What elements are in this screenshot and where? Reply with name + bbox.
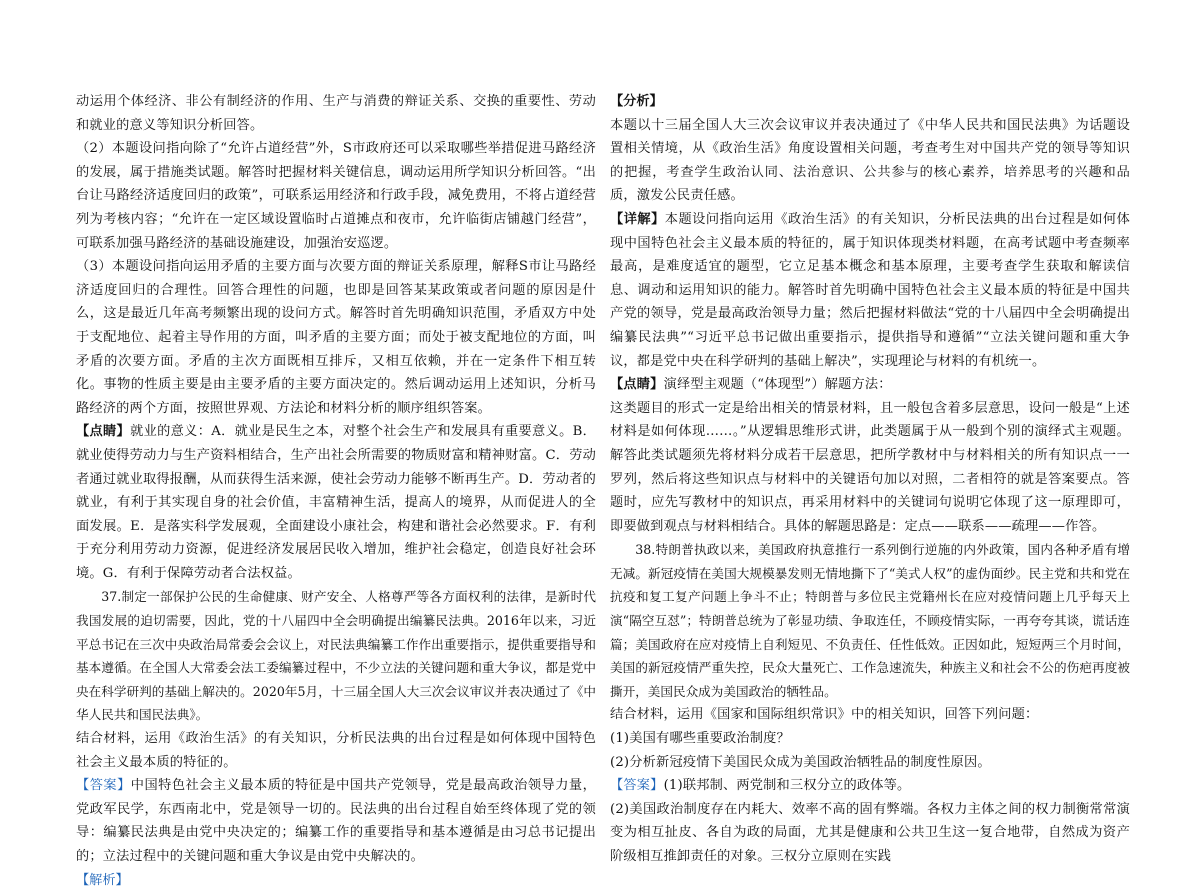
- dianjing-text-right: 这类题目的形式一定是给出相关的情景材料，且一般包含着多层意思，设问一般是“上述材料是如何体现……。”从逻辑思维形式讲，此类题属于从一般到个别的演绎式主观题。解答此类试题须先将材料分成若干层意思，把所学教材中与材料相关的所有知识点一一罗列，然后将这些知识点与材料中的关键语句加以对照，二者相符的就是答案要点。答题时，应先写教材中的知识点，再采用材料中的关键词句说明它体现了这一原理即可，即要做到观点与材料相结合。具体的解题思路是：定点——联系——疏理——作答。: [610, 400, 1130, 534]
- dianjing-title: 演绎型主观题（“体现型”）解题方法：: [663, 377, 892, 393]
- answer-text: 中国特色社会主义最本质的特征是中国共产党领导，党是最高政治领导力量，党政军民学，东西南北中，党是领导一切的。民法典的出台过程自始至终体现了党的领导：编纂民法典是由党中央决定的；编纂工作的重要指导和基本遵循是由习总书记提出的；立法过程中的关键问题和重大争议是由党中央解决的。: [76, 778, 597, 864]
- question-38-sub2: (2)分析新冠疫情下美国民众成为美国政治牺牲品的制度性原因。: [610, 754, 991, 770]
- question-37-material: 37.制定一部保护公民的生命健康、财产安全、人格尊严等各方面权利的法律，是新时代我国发展的迫切需要，因此，党的十八届四中全会明确提出编纂民法典。2016年以来，习近平总书记在三次中央政治局常委会会议上，对民法典编纂工作作出重要指示，提供重要指导和基本遵循。在全国人大常委会法工委编纂过程中，不少立法的关键问题和重大争议，都是党中央在科学研判的基础上解决的。2020年5月，十三届全国人大三次会议审议并表决通过了《中华人民共和国民法典》。: [76, 589, 596, 723]
- fenxi-label: 【分析】: [610, 94, 663, 109]
- answer-label-right: 【答案】: [610, 778, 664, 794]
- answer-37: [76, 774, 596, 868]
- paragraph-q3-explanation: （3）本题设问指向运用矛盾的主要方面与次要方面的辩证关系原理，解释S市让马路经济适度回归的合理性。回答合理性的问题，也即是回答某某政策或者问题的原因是什么，这是最近几年高考频繁出现的设问方式。解答时首先明确知识范围，矛盾双方中处于支配地位、起着主导作用的方面，叫矛盾的主要方面；而处于被支配地位的方面，叫矛盾的次要方面。矛盾的主次方面既相互排斥，又相互依赖，并在一定条件下相互转化。事物的性质主要是由主要矛盾的主要方面决定的。然后调动运用上述知识，分析马路经济的两个方面，按照世界观、方法论和材料分析的顺序组织答案。: [76, 259, 596, 416]
- question-38-ask: 结合材料，运用《国家和国际组织常识》中的相关知识，回答下列问题：: [610, 707, 1039, 723]
- paragraph-analysis-continued: 动运用个体经济、非公有制经济的作用、生产与消费的辩证关系、交换的重要性、劳动和就业的意义等知识分析回答。: [76, 94, 596, 133]
- answer-38-1-text: (1)联邦制、两党制和三权分立的政体等。: [663, 778, 911, 794]
- dianjing-heading: [610, 373, 1130, 397]
- right-column: [610, 90, 1130, 869]
- answer-label: 【答案】: [76, 778, 131, 794]
- answer-38-2: (2)美国政治制度存在内耗大、效率不高的固有弊端。各权力主体之间的权力制衡常常演变为相互扯皮、各自为政的局面，尤其是健康和公共卫生这一复合地带，自然成为资产阶级相互推卸责任的对象。三权分立原则在实践: [610, 801, 1130, 864]
- dianjing-label: 【点睛】: [76, 424, 131, 440]
- paragraph-q2-explanation: （2）本题设问指向除了“允许占道经营”外，S市政府还可以采取哪些举措促进马路经济的发展，属于措施类试题。解答时把握材料关键信息，调动运用所学知识分析回答。“出台让马路经济适度回归的政策”，可联系运用经济和行政手段，减免费用，不将占道经营列为考核内容；“允许在一定区域设置临时占道摊点和夜市，允许临街店铺越门经营”，可联系加强马路经济的基础设施建设，加强治安巡逻。: [76, 141, 596, 251]
- paragraph-dianjing: [76, 420, 596, 585]
- question-38-sub1: (1)美国有哪些重要政治制度？: [610, 731, 790, 747]
- question-38-material: 38.特朗普执政以来，美国政府执意推行一系列倒行逆施的内外政策，国内各种矛盾有增无减。新冠疫情在美国大规模暴发则无情地撕下了“美式人权”的虚伪面纱。民主党和共和党在抗疫和复工复产问题上争斗不止；特朗普与多位民主党籍州长在应对疫情问题上几乎每天上演“隔空互怼”；特朗普总统为了彰显功绩、争取连任，不顾疫情实际，一再夸夸其谈，谎话连篇；美国政府在应对疫情上自利短见、不负责任、任性低效。正因如此，短短两三个月时间，美国的新冠疫情严重失控，民众大量死亡、工作急速流失，种族主义和社会不公的伤疤再度被撕开，美国民众成为美国政治的牺牲品。: [610, 542, 1130, 699]
- xiangjie-label: 【详解】: [610, 211, 665, 227]
- left-column: [76, 90, 596, 892]
- fenxi-text: 本题以十三届全国人大三次会议审议并表决通过了《中华人民共和国民法典》为话题设置相关情境，从《政治生活》角度设置相关问题，考查考生对中国共产党的领导等知识的把握，考查学生政治认同、法治意识、公共参与的核心素养，培养思考的兴趣和品质，激发公民责任感。: [610, 117, 1130, 204]
- xiangjie-paragraph: [610, 208, 1130, 373]
- dianjing-label-right: 【点睛】: [610, 377, 664, 393]
- jiexi-label: 【解析】: [76, 872, 129, 888]
- answer-38-1: [610, 774, 1130, 798]
- dianjing-text: 就业的意义：A．就业是民生之本，对整个社会生产和发展具有重要意义。B．就业使得劳动力与生产资料相结合，生产出社会所需要的物质财富和精神财富。C．劳动者通过就业取得报酬，从而获得生活来源，使社会劳动力能够不断再生产。D．劳动者的就业，有利于其实现自身的社会价值，丰富精神生活，提高人的境界，从而促进人的全面发展。E．是落实科学发展观，全面建设小康社会，构建和谐社会必然要求。F．有利于充分利用劳动力资源，促进经济发展居民收入增加，维护社会稳定，创造良好社会环境。G．有利于保障劳动者合法权益。: [76, 424, 596, 581]
- question-37-ask: 结合材料，运用《政治生活》的有关知识，分析民法典的出台过程是如何体现中国特色社会主义最本质的特征的。: [76, 731, 596, 770]
- xiangjie-text: 本题设问指向运用《政治生活》的有关知识，分析民法典的出台过程是如何体现中国特色社会主义最本质的特征的，属于知识体现类材料题，在高考试题中考查频率最高，是难度适宜的题型，它立足基本概念和基本原理，主要考查学生获取和解读信息、调动和运用知识的能力。解答时首先明确中国特色社会主义最本质的特征是中国共产党的领导，党是最高政治领导力量；然后把握材料做法“党的十八届四中全会明确提出编纂民法典”“习近平总书记做出重要指示，提供指导和遵循”“立法关键问题和重大争议，都是党中央在科学研判的基础上解决”，实现理论与材料的有机统一。: [610, 211, 1131, 369]
